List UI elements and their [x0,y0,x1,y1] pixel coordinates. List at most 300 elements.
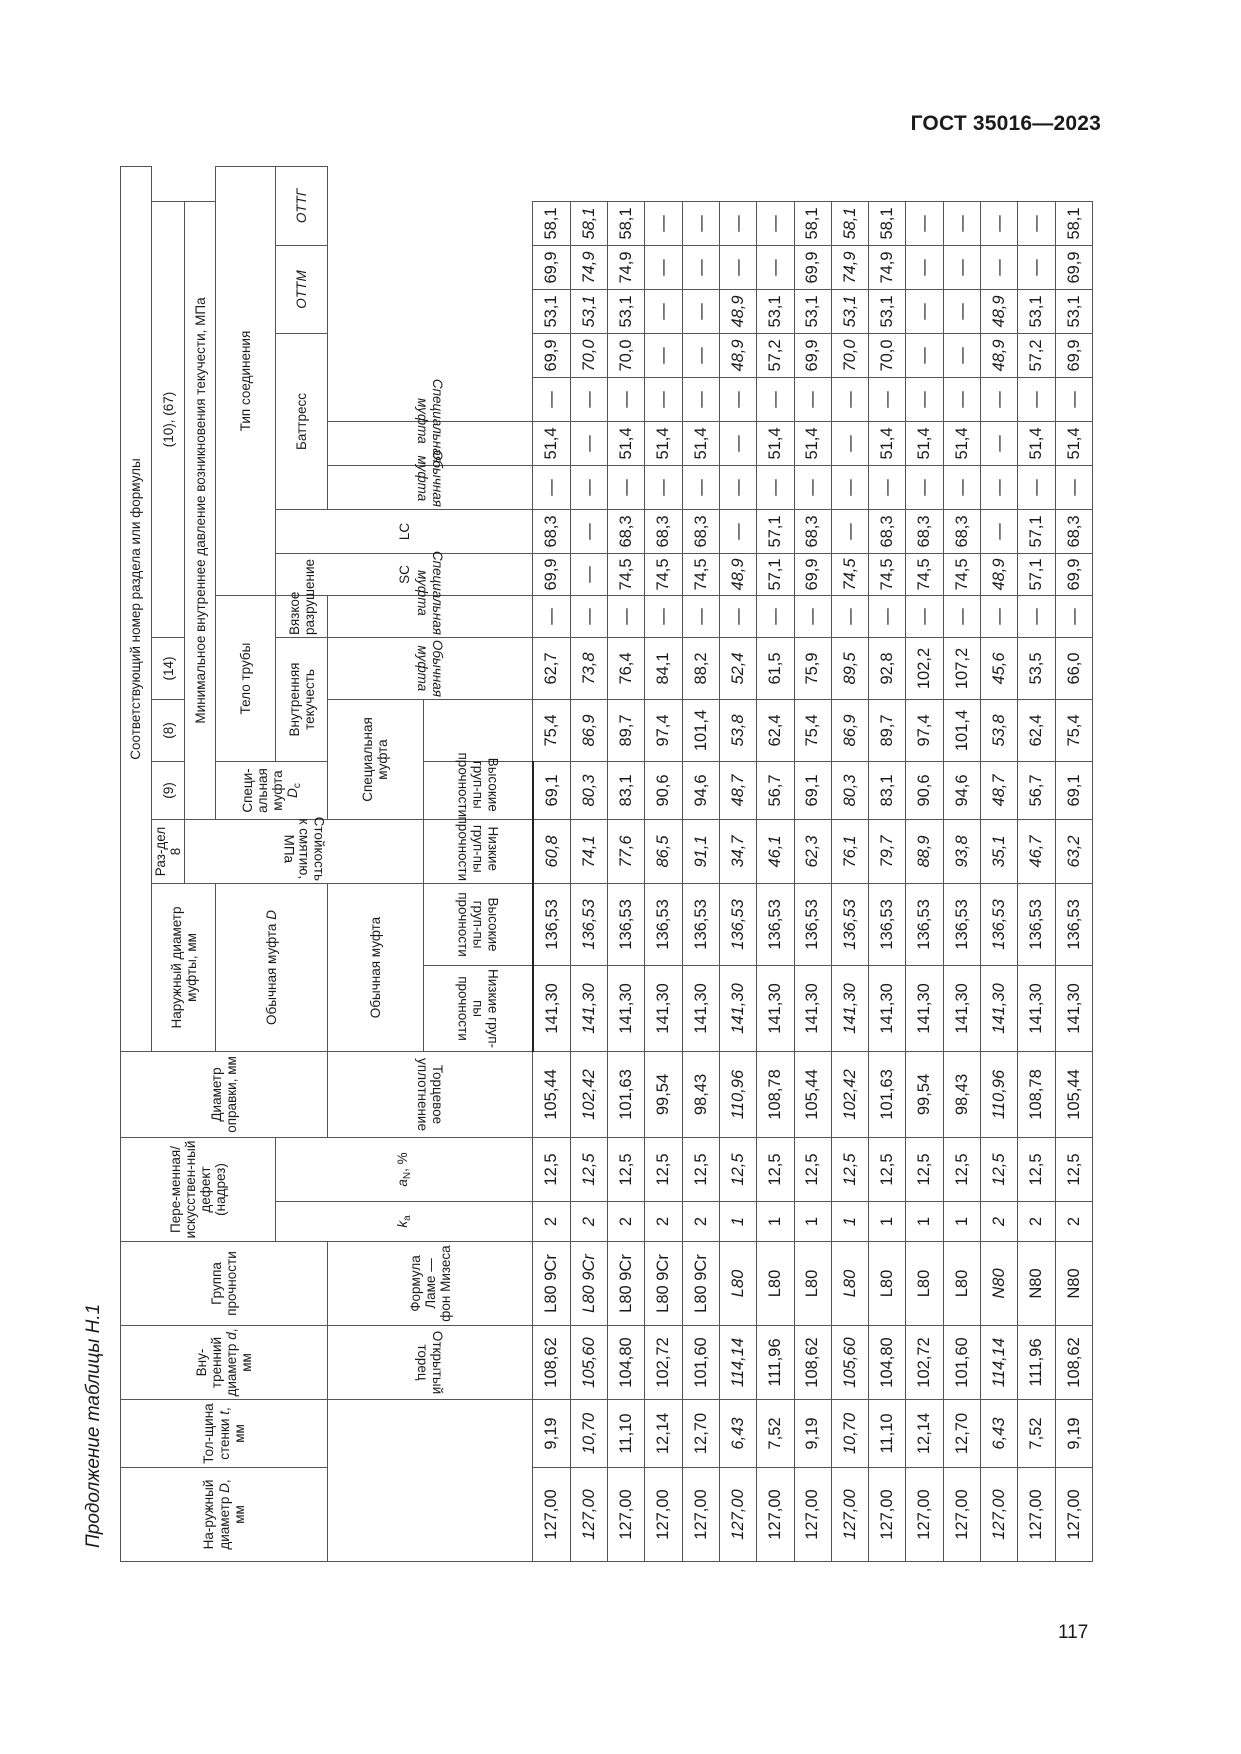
cell-brh: — [570,465,607,509]
table-row [645,167,682,1562]
cell-ductile: 52,4 [719,637,756,699]
cell-ottg-r: 74,9 [570,245,607,289]
cell-bsl: 51,4 [794,421,831,465]
cell-bsl: 51,4 [757,421,794,465]
cell-sc: — [943,595,980,637]
cell-ductile: 89,5 [831,637,868,699]
cell-bsl: 51,4 [608,421,645,465]
cell-brh: — [943,465,980,509]
cell-ottg-r: — [682,245,719,289]
cell-an: 12,5 [869,1137,906,1201]
cell-lame: 101,4 [943,699,980,761]
cell-ottg-s: — [980,201,1017,245]
cell-d: 105,60 [831,1326,868,1400]
cell-cD: 141,30 [980,965,1017,1051]
cell-bsh: — [794,377,831,421]
cell-mandrel: 99,54 [645,1051,682,1137]
cell-brl: 68,3 [645,509,682,553]
cell-ottm-s: 48,9 [980,289,1017,333]
cell-open: 90,6 [645,761,682,819]
cell-cDc: 136,53 [719,883,756,965]
cell-ottm-r: 69,9 [794,333,831,377]
cell-brl: 68,3 [608,509,645,553]
bs-high-label: Высокие груп-пы прочности [455,752,501,817]
cell-ottm-r: 69,9 [1055,333,1092,377]
table-row [980,167,1017,1562]
cell-d: 102,72 [906,1326,943,1400]
header-unit-mm-cell [328,1400,533,1562]
cell-open: 69,1 [1055,761,1092,819]
cell-ottg-r: — [906,245,943,289]
cell-ka: 1 [943,1202,980,1242]
cell-brh: — [1018,465,1055,509]
cell-bsl: 51,4 [1055,421,1092,465]
cell-collapse: 63,2 [1055,819,1092,883]
cell-open: 48,7 [719,761,756,819]
cell-brh: — [719,465,756,509]
cell-ductile: 62,7 [533,637,570,699]
cell-ductile: 75,9 [794,637,831,699]
cell-t: 12,70 [682,1400,719,1468]
cell-an: 12,5 [1018,1137,1055,1201]
cell-open: 69,1 [794,761,831,819]
cell-bsl: 51,4 [869,421,906,465]
header-corresponding-section: Соответствующий номер раздела или формулы [121,167,152,1052]
cell-grade: L80 [869,1242,906,1326]
cell-D: 127,00 [943,1468,980,1562]
cell-open: 80,3 [831,761,868,819]
cell-lame: 53,8 [980,699,1017,761]
cell-D: 127,00 [869,1468,906,1562]
cell-ottg-s: — [682,201,719,245]
cell-cDc: 136,53 [869,883,906,965]
cell-lame: 62,4 [757,699,794,761]
cell-mandrel: 102,42 [831,1051,868,1137]
cell-mandrel: 102,42 [570,1051,607,1137]
header-ref-14: (14) [152,637,185,699]
cell-ductile: 61,5 [757,637,794,699]
cell-brl: 68,3 [943,509,980,553]
cell-ka: 2 [533,1202,570,1242]
cell-an: 12,5 [943,1137,980,1201]
cell-bsl: — [980,421,1017,465]
header-buttress: Баттресс [276,333,328,509]
cell-D: 127,00 [831,1468,868,1562]
cell-grade: L80 [719,1242,756,1326]
header-ottg-regular [328,449,533,509]
cell-t: 6,43 [719,1400,756,1468]
cell-collapse: 46,7 [1018,819,1055,883]
cell-ottg-r: — [757,245,794,289]
cell-ottg-r: 69,9 [794,245,831,289]
cell-cDc: 136,53 [757,883,794,965]
cell-ka: 2 [570,1202,607,1242]
cell-d: 104,80 [869,1326,906,1400]
cell-t: 10,70 [831,1400,868,1468]
cell-d: 108,62 [794,1326,831,1400]
cell-ottm-r: 57,2 [757,333,794,377]
cell-ottg-s: — [719,201,756,245]
cell-cD: 141,30 [719,965,756,1051]
open-end-label: Открытый торец [415,1330,446,1395]
cell-collapse: 93,8 [943,819,980,883]
header-buttress-regular: Обычная муфта [328,883,423,1051]
cell-bsl: 51,4 [943,421,980,465]
cell-ottm-s: 53,1 [608,289,645,333]
cell-brl: 68,3 [682,509,719,553]
cell-ductile: 76,4 [608,637,645,699]
end-seal-label: Торцевое уплотнение [415,1058,446,1131]
cell-bsh: — [869,377,906,421]
cell-open: 90,6 [906,761,943,819]
cell-mandrel: 98,43 [682,1051,719,1137]
cell-ottg-s: 58,1 [794,201,831,245]
cell-ottm-s: 53,1 [533,289,570,333]
cell-brl: — [570,509,607,553]
cell-cDc: 136,53 [682,883,719,965]
cell-ottg-r: 74,9 [869,245,906,289]
header-connection-type: Тип соединения [216,167,276,596]
cell-sc: — [869,595,906,637]
cell-ductile: 66,0 [1055,637,1092,699]
cell-bsl: — [570,421,607,465]
cell-ottm-s: 48,9 [719,289,756,333]
cell-an: 12,5 [645,1137,682,1201]
cell-t: 9,19 [794,1400,831,1468]
cell-ottg-s: 58,1 [1055,201,1092,245]
header-internal-yield: Внутренняя текучесть [276,637,328,761]
header-regular-coupling: Обычная муфта D [216,883,328,1051]
cell-brl: 68,3 [869,509,906,553]
cell-bsh: — [570,377,607,421]
cell-collapse: 34,7 [719,819,756,883]
cell-D: 127,00 [906,1468,943,1562]
cell-lame: 101,4 [682,699,719,761]
cell-bsl: 51,4 [645,421,682,465]
cell-lame: 86,9 [831,699,868,761]
cell-lame: 86,9 [570,699,607,761]
cell-sc: — [980,595,1017,637]
cell-grade: L80 [906,1242,943,1326]
header-ottm-regular [328,637,533,699]
cell-ottg-s: 58,1 [608,201,645,245]
cell-mandrel: 105,44 [1055,1051,1092,1137]
cell-ottm-r: 48,9 [980,333,1017,377]
cell-cD: 141,30 [645,965,682,1051]
cell-ottm-s: 53,1 [794,289,831,333]
cell-t: 7,52 [757,1400,794,1468]
cell-lame: 53,8 [719,699,756,761]
cell-d: 108,62 [533,1326,570,1400]
cell-an: 12,5 [533,1137,570,1201]
cell-D: 127,00 [980,1468,1017,1562]
table-row [757,167,794,1562]
cell-lc: 74,5 [943,553,980,595]
cell-cDc: 136,53 [608,883,645,965]
page-number: 117 [1058,1622,1089,1643]
cell-mandrel: 99,54 [906,1051,943,1137]
cell-open: 69,1 [533,761,570,819]
cell-bsl: 51,4 [682,421,719,465]
cell-ductile: 73,8 [570,637,607,699]
cell-collapse: 60,8 [533,819,570,883]
cell-ottm-r: 69,9 [533,333,570,377]
cell-ottg-s: 58,1 [869,201,906,245]
cell-sc: — [794,595,831,637]
cell-mandrel: 98,43 [943,1051,980,1137]
cell-D: 127,00 [645,1468,682,1562]
cell-d: 102,72 [645,1326,682,1400]
cell-collapse: 86,5 [645,819,682,883]
cell-t: 6,43 [980,1400,1017,1468]
cell-grade: L80 9Cr [682,1242,719,1326]
cell-lc: 74,5 [608,553,645,595]
cell-cDc: 136,53 [831,883,868,965]
cell-brl: — [719,509,756,553]
bs-low-label: Низкие груп-пы прочности [455,816,501,881]
cell-grade: L80 9Cr [645,1242,682,1326]
header-collapse [185,816,423,883]
header-lame-formula: Формула Ламе — фон Мизеса [328,1242,533,1326]
cell-lame: 97,4 [645,699,682,761]
cell-lame: 89,7 [608,699,645,761]
cell-D: 127,00 [794,1468,831,1562]
cell-ductile: 45,6 [980,637,1017,699]
cell-mandrel: 101,63 [869,1051,906,1137]
cell-brh: — [980,465,1017,509]
header-inner-diameter: Вну-тренний диаметр d, мм [121,1326,328,1400]
header-open-end [328,1326,533,1400]
cell-collapse: 91,1 [682,819,719,883]
cell-cDc: 136,53 [570,883,607,965]
header-ref-9: (9) [152,761,185,819]
table-row [608,167,645,1562]
cell-collapse: 76,1 [831,819,868,883]
cell-ductile: 88,2 [682,637,719,699]
header-sc: SC [276,553,533,595]
cell-mandrel: 108,78 [757,1051,794,1137]
cell-open: 56,7 [757,761,794,819]
cell-ottm-r: 48,9 [719,333,756,377]
cell-ottg-r: 74,9 [608,245,645,289]
ottg-special-label: Специальная муфта [415,378,446,463]
table-row [570,167,607,1562]
cell-brl: 68,3 [906,509,943,553]
cell-lame: 97,4 [906,699,943,761]
cell-D: 127,00 [682,1468,719,1562]
cell-ottm-s: 53,1 [757,289,794,333]
cell-lc: 74,5 [831,553,868,595]
cell-brl: — [980,509,1017,553]
cell-bsh: — [906,377,943,421]
cell-t: 12,14 [645,1400,682,1468]
cell-an: 12,5 [831,1137,868,1201]
cell-an: 12,5 [794,1137,831,1201]
br-high-label: Высокие груп-пы прочности [455,892,501,957]
cell-bsh: — [1018,377,1055,421]
cell-ottg-r: — [943,245,980,289]
cell-sc: — [831,595,868,637]
header-ka: $k_a$ [276,1202,533,1242]
cell-D: 127,00 [533,1468,570,1562]
cell-ductile: 92,8 [869,637,906,699]
cell-ottm-r: 70,0 [831,333,868,377]
cell-lc: 74,5 [906,553,943,595]
cell-ka: 1 [719,1202,756,1242]
cell-D: 127,00 [570,1468,607,1562]
cell-ottg-r: — [719,245,756,289]
cell-ottg-s: — [757,201,794,245]
cell-sc: — [906,595,943,637]
cell-ka: 1 [794,1202,831,1242]
cell-D: 127,00 [1018,1468,1055,1562]
cell-ottm-r: — [943,333,980,377]
cell-ottg-r: — [1018,245,1055,289]
cell-sc: — [682,595,719,637]
cell-brl: 68,3 [794,509,831,553]
cell-ka: 1 [831,1202,868,1242]
cell-an: 12,5 [980,1137,1017,1201]
cell-an: 12,5 [1055,1137,1092,1201]
cell-cD: 141,30 [1055,965,1092,1051]
cell-t: 9,19 [1055,1400,1092,1468]
cell-lc: 74,5 [645,553,682,595]
cell-grade: L80 [757,1242,794,1326]
cell-brl: 68,3 [533,509,570,553]
cell-open: 94,6 [682,761,719,819]
cell-ka: 2 [1018,1202,1055,1242]
cell-ottg-s: 58,1 [570,201,607,245]
header-row-1 [121,167,152,1562]
cell-cDc: 136,53 [794,883,831,965]
cell-ka: 2 [682,1202,719,1242]
cell-t: 10,70 [570,1400,607,1468]
ottm-special-label: Специальная муфта [415,550,446,635]
cell-lc: 74,5 [869,553,906,595]
cell-cD: 141,30 [943,965,980,1051]
cell-d: 111,96 [1018,1326,1055,1400]
cell-mandrel: 105,44 [794,1051,831,1137]
cell-sc: — [608,595,645,637]
cell-sc: — [533,595,570,637]
header-wall-thickness: Тол-щина стенки t, мм [121,1400,328,1468]
header-defect: Пере-менная/ искусствен-ный дефект (надрез) [121,1137,276,1241]
table-row [533,167,570,1562]
cell-brh: — [906,465,943,509]
cell-ka: 1 [757,1202,794,1242]
cell-bsh: — [831,377,868,421]
header-bs-low [423,816,533,883]
table-wrapper [120,166,1093,1562]
cell-an: 12,5 [719,1137,756,1201]
cell-ka: 2 [980,1202,1017,1242]
cell-mandrel: 110,96 [719,1051,756,1137]
cell-cD: 141,30 [831,965,868,1051]
cell-cD: 141,30 [757,965,794,1051]
header-br-high [423,883,533,965]
cell-collapse: 62,3 [794,819,831,883]
cell-lc: — [570,553,607,595]
cell-ka: 1 [906,1202,943,1242]
cell-bsh: — [943,377,980,421]
cell-ottm-s: 53,1 [1018,289,1055,333]
cell-cDc: 136,53 [1018,883,1055,965]
cell-cD: 141,30 [682,965,719,1051]
cell-ottm-s: 53,1 [869,289,906,333]
cell-cDc: 136,53 [645,883,682,965]
cell-brl: — [831,509,868,553]
cell-bsh: — [719,377,756,421]
cell-mandrel: 105,44 [533,1051,570,1137]
cell-lc: 48,9 [719,553,756,595]
cell-cDc: 136,53 [943,883,980,965]
cell-cD: 141,30 [794,965,831,1051]
cell-cD: 141,30 [608,965,645,1051]
table-row [869,167,906,1562]
cell-grade: L80 9Cr [533,1242,570,1326]
header-lc: LC [276,509,533,553]
cell-brl: 57,1 [1018,509,1055,553]
table-body [533,167,1093,1562]
cell-lc: 69,9 [794,553,831,595]
cell-sc: — [1055,595,1092,637]
cell-ottm-r: 57,2 [1018,333,1055,377]
cell-bsh: — [645,377,682,421]
cell-ottm-r: 70,0 [608,333,645,377]
cell-ka: 2 [1055,1202,1092,1242]
cell-bsh: — [608,377,645,421]
table-row [831,167,868,1562]
data-table [120,166,1093,1562]
cell-ductile: 102,2 [906,637,943,699]
cell-collapse: 88,9 [906,819,943,883]
cell-ottm-r: — [682,333,719,377]
cell-brh: — [682,465,719,509]
cell-cDc: 136,53 [1055,883,1092,965]
cell-grade: L80 [794,1242,831,1326]
cell-brh: — [794,465,831,509]
cell-ottm-s: 53,1 [570,289,607,333]
cell-ottm-s: 53,1 [831,289,868,333]
cell-ductile: 53,5 [1018,637,1055,699]
cell-open: 83,1 [869,761,906,819]
cell-collapse: 74,1 [570,819,607,883]
cell-cDc: 136,53 [533,883,570,965]
cell-ottm-r: — [645,333,682,377]
cell-lame: 89,7 [869,699,906,761]
cell-ottg-s: — [645,201,682,245]
cell-ottg-s: — [1018,201,1055,245]
cell-grade: L80 9Cr [570,1242,607,1326]
cell-D: 127,00 [1055,1468,1092,1562]
table-row [682,167,719,1562]
cell-cD: 141,30 [869,965,906,1051]
cell-t: 7,52 [1018,1400,1055,1468]
cell-sc: — [757,595,794,637]
cell-t: 11,10 [608,1400,645,1468]
header-outer-diameter: На-ружный диаметр D, мм [121,1468,328,1562]
cell-ottm-r: — [906,333,943,377]
cell-d: 111,96 [757,1326,794,1400]
cell-brh: — [869,465,906,509]
header-ref-10-67: (10), (67) [152,201,185,637]
header-ottg-special [328,378,533,465]
cell-collapse: 46,1 [757,819,794,883]
cell-ottg-r: 69,9 [533,245,570,289]
cell-cDc: 136,53 [980,883,1017,965]
cell-lc: 69,9 [533,553,570,595]
cell-cD: 141,30 [906,965,943,1051]
